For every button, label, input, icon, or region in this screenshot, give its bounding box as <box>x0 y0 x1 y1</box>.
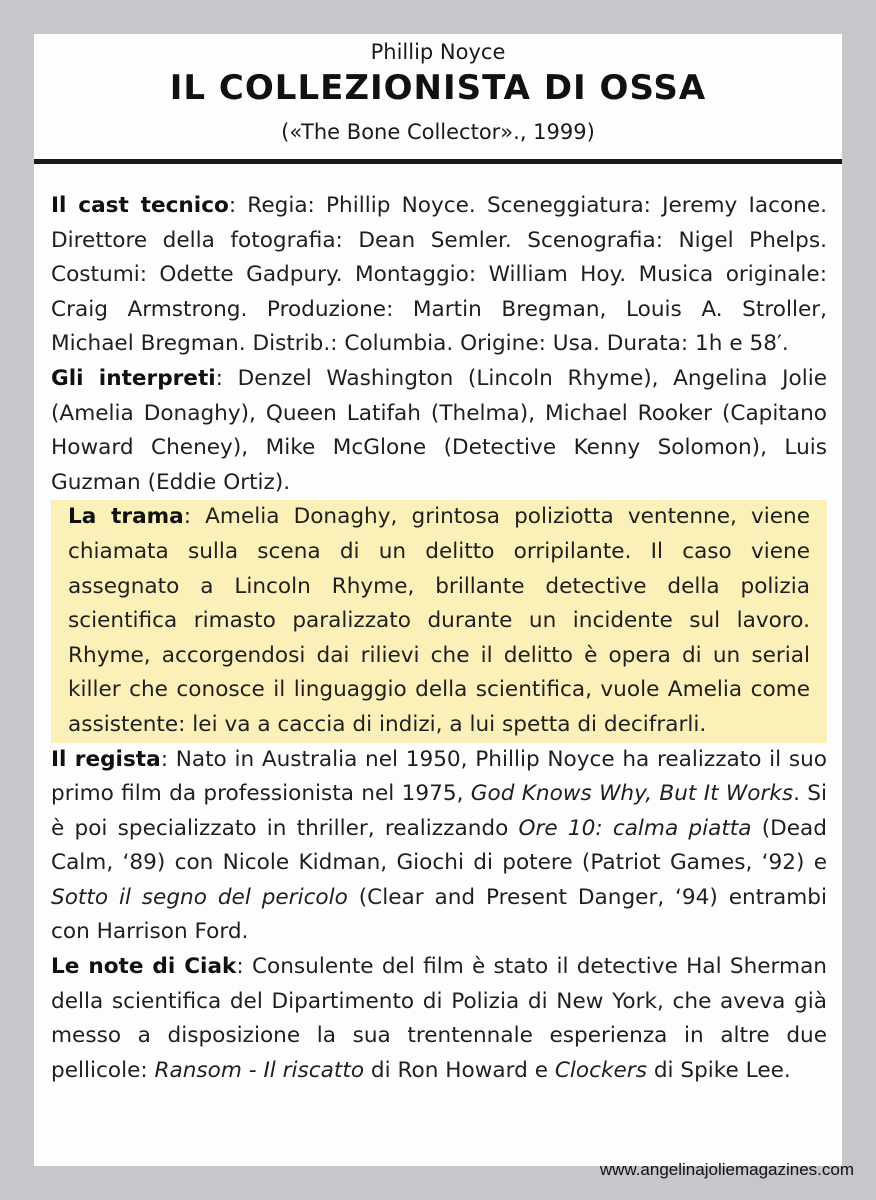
section-text: Regia: Phillip Noyce. Sceneggiatura: Jeremy Iacone. Direttore della fotografia: Dean Semler. Scenografia: Nigel Phelps. Costumi: Odette Gadpury. Montaggio: William Hoy. Musica originale: Craig Armstrong. Produzione: Martin Bregman, Louis A. Stroller, Michael Bregman. Distrib.: Columbia. Origine: Usa. Durata: 1h e 58′. <box>51 193 827 357</box>
director-name: Phillip Noyce <box>370 40 506 64</box>
section-heading: Le note di Ciak <box>51 954 237 980</box>
italic-title: God Knows Why, But It Works <box>470 781 794 807</box>
section-text: Denzel Washington (Lincoln Rhyme), Angelina Jolie (Amelia Donaghy), Queen Latifah (Thelma), Michael Rooker (Capitano Howard Cheney), Mike McGlone (Detective Kenny Solomon), Luis Guzman (Eddie Ortiz). <box>51 365 828 495</box>
italic-title: Sotto il segno del pericolo <box>51 884 348 910</box>
section-text: Consulente del film è stato il detective Hal Sherman della scientifica del Dipartimento di Polizia di New York, che aveva già messo a disposizione la sua trentennale esperienza in altre due pellicole: <box>51 954 827 1083</box>
section-text: Amelia Donaghy, grintosa poliziotta ventenne, viene chiamata sulla scena di un delitto orripilante. Il caso viene assegnato a Lincoln Rhyme, brillante detective della polizia scientifica rimasto paralizzato durante un incidente sul lavoro. Rhyme, accorgendosi dai rilievi che il delitto è opera di un serial killer che conosce il linguaggio della scientifica, vuole Amelia come assistente: lei va a caccia di indizi, a lui spetta di decifrarli. <box>68 504 811 737</box>
section-text: . Si è poi specializzato in thriller, realizzando <box>51 781 828 841</box>
section-heading: Il regista <box>51 746 161 772</box>
section-1: Gli interpreti: Denzel Washington (Lincoln Rhyme), Angelina Jolie (Amelia Donaghy), Queen Latifah (Thelma), Michael Rooker (Capitano Howard Cheney), Mike McGlone (Detective Kenny Solomon), Luis Guzman (Eddie Ortiz). <box>51 365 828 495</box>
section-text: (Dead Calm, ‘89) con Nicole Kidman, Giochi di potere (Patriot Games, ‘92) e <box>51 815 827 876</box>
section-0: Il cast tecnico: Regia: Phillip Noyce. Sceneggiatura: Jeremy Iacone. Direttore della fotografia: Dean Semler. Scenografia: Nigel Phelps. Costumi: Odette Gadpury. Montaggio: William Hoy. Musica originale: Craig Armstrong. Produzione: Martin Bregman, Louis A. Stroller, Michael Bregman. Distrib.: Columbia. Origine: Usa. Durata: 1h e 58′. <box>51 193 827 357</box>
website-watermark: www.angelinajoliemagazines.com <box>599 1160 854 1179</box>
section-3: Il regista: Nato in Australia nel 1950, Phillip Noyce ha realizzato il suo primo film da professionista nel 1975, God Knows Why, But It Works. Si è poi specializzato in thriller, realizzando Ore 10: calma piatta (Dead Calm, ‘89) con Nicole Kidman, Giochi di potere (Patriot Games, ‘92) e Sotto il segno del pericolo (Clear and Present Danger, ‘94) entrambi con Harrison Ford. <box>51 746 828 945</box>
article-body <box>51 189 827 1088</box>
section-heading: Il cast tecnico <box>51 193 229 218</box>
section-text: di Ron Howard e <box>364 1057 555 1083</box>
section-4: Le note di Ciak: Consulente del film è stato il detective Hal Sherman della scientifica del Dipartimento di Polizia di New York, che aveva già messo a disposizione la sua trentennale esperienza in altre due pellicole: Ransom - Il riscatto di Ron Howard e Clockers di Spike Lee. <box>51 954 827 1083</box>
section-text: (Clear and Present Danger, ‘94) entrambi con Harrison Ford. <box>51 884 827 945</box>
section-heading: Gli interpreti <box>51 365 216 391</box>
divider <box>34 159 842 164</box>
section-2: La trama: Amelia Donaghy, grintosa poliziotta ventenne, viene chiamata sulla scena di un delitto orripilante. Il caso viene assegnato a Lincoln Rhyme, brillante detective della polizia scientifica rimasto paralizzato durante un incidente sul lavoro. Rhyme, accorgendosi dai rilievi che il delitto è opera di un serial killer che conosce il linguaggio della scientifica, vuole Amelia come assistente: lei va a caccia di indizi, a lui spetta di decifrarli. <box>51 500 827 742</box>
section-text: Nato in Australia nel 1950, Phillip Noyce ha realizzato il suo primo film da professionista nel 1975, <box>51 746 828 807</box>
page-title: IL COLLEZIONISTA DI OSSA <box>169 68 707 108</box>
italic-title: Clockers <box>554 1057 647 1083</box>
review-card <box>34 34 842 1166</box>
section-heading: La trama <box>68 504 184 530</box>
original-title: («The Bone Collector»., 1999) <box>281 120 595 144</box>
section-text: di Spike Lee. <box>646 1057 791 1083</box>
italic-title: Ransom - Il riscatto <box>154 1057 365 1083</box>
italic-title: Ore 10: calma piatta <box>518 815 752 841</box>
